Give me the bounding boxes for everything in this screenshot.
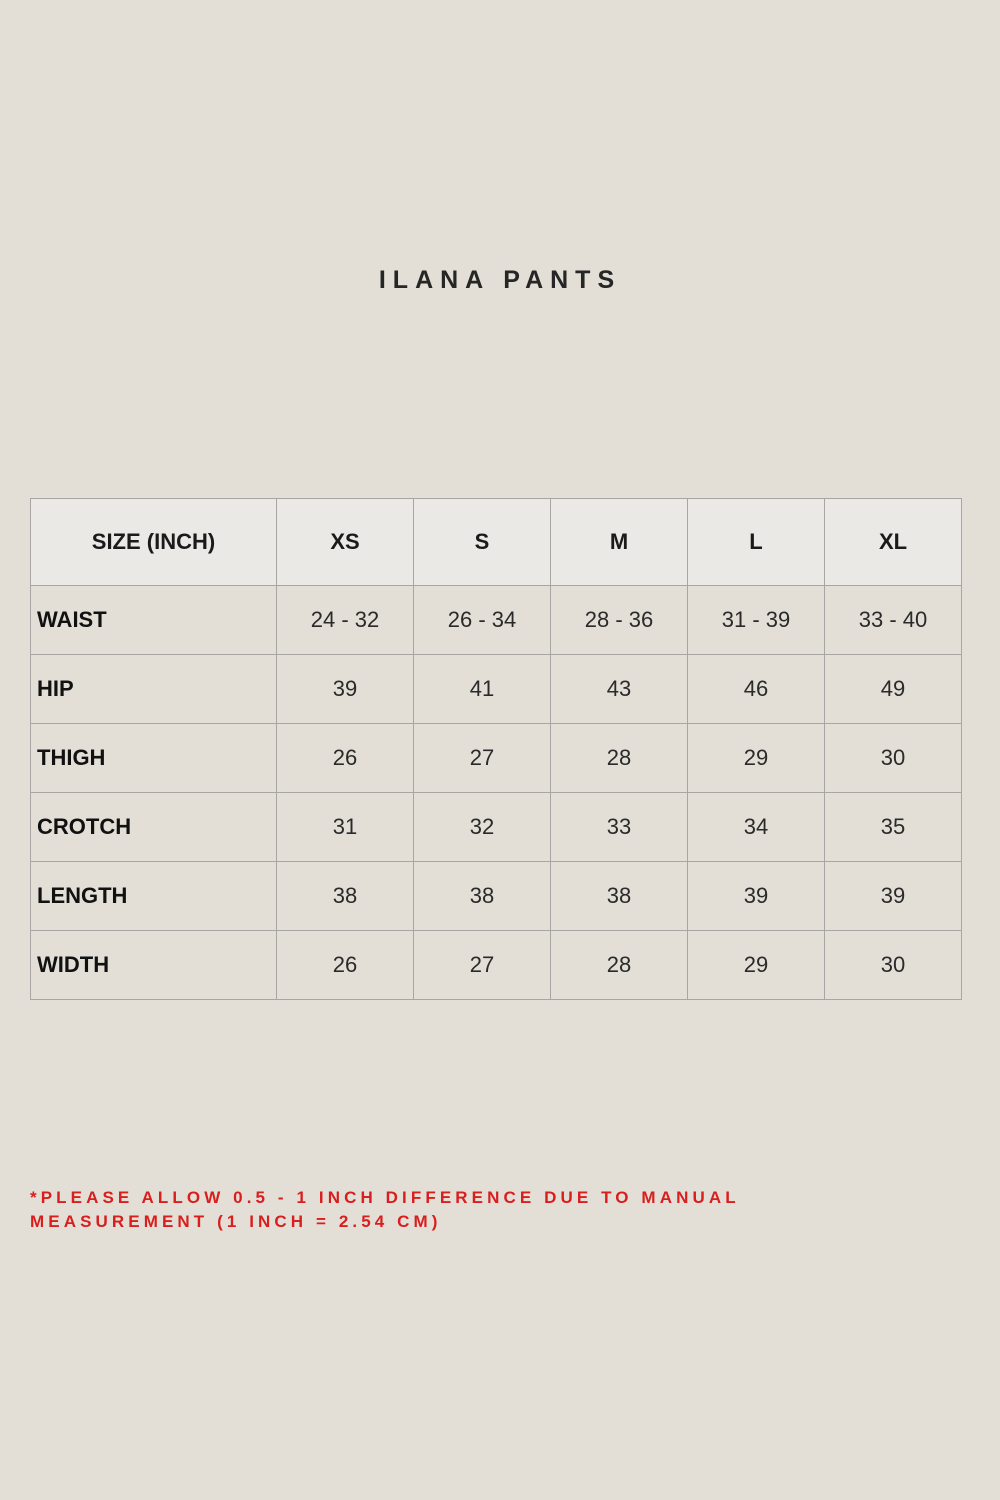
page-title: ILANA PANTS: [378, 266, 622, 294]
row-label: WAIST: [31, 586, 277, 655]
table-cell: 32: [414, 793, 551, 862]
table-cell: 38: [277, 862, 414, 931]
header-size-xs: XS: [277, 499, 414, 586]
table-cell: 28 - 36: [551, 586, 688, 655]
table-cell: 39: [277, 655, 414, 724]
table-cell: 43: [551, 655, 688, 724]
table-cell: 33: [551, 793, 688, 862]
note-line: MEASUREMENT (1 INCH = 2.54 CM): [30, 1212, 442, 1231]
table-row: [31, 862, 962, 931]
table-cell: 39: [825, 862, 962, 931]
table-row: [31, 724, 962, 793]
table-row: [31, 793, 962, 862]
table-cell: 31 - 39: [688, 586, 825, 655]
row-label: CROTCH: [31, 793, 277, 862]
table-cell: 46: [688, 655, 825, 724]
table-header-row: [31, 499, 962, 586]
header-size-label: SIZE (INCH): [31, 499, 277, 586]
table-cell: 49: [825, 655, 962, 724]
table-cell: 26 - 34: [414, 586, 551, 655]
row-label: THIGH: [31, 724, 277, 793]
size-chart-table: [30, 498, 962, 1000]
table-cell: 26: [277, 931, 414, 1000]
table-cell: 29: [688, 931, 825, 1000]
row-label: WIDTH: [31, 931, 277, 1000]
header-size-l: L: [688, 499, 825, 586]
row-label: LENGTH: [31, 862, 277, 931]
table-cell: 38: [414, 862, 551, 931]
header-size-m: M: [551, 499, 688, 586]
header-size-s: S: [414, 499, 551, 586]
table-cell: 30: [825, 724, 962, 793]
table-row: [31, 586, 962, 655]
row-label: HIP: [31, 655, 277, 724]
note-line: *PLEASE ALLOW 0.5 - 1 INCH DIFFERENCE DUE TO MANUAL: [30, 1188, 740, 1207]
table-cell: 34: [688, 793, 825, 862]
table-cell: 31: [277, 793, 414, 862]
table-row: [31, 655, 962, 724]
measurement-note: [30, 1186, 740, 1234]
table-cell: 41: [414, 655, 551, 724]
table-cell: 29: [688, 724, 825, 793]
table-cell: 28: [551, 931, 688, 1000]
table-cell: 38: [551, 862, 688, 931]
table-cell: 27: [414, 724, 551, 793]
table-cell: 30: [825, 931, 962, 1000]
header-size-xl: XL: [825, 499, 962, 586]
table-cell: 24 - 32: [277, 586, 414, 655]
table-cell: 26: [277, 724, 414, 793]
table-cell: 33 - 40: [825, 586, 962, 655]
table-cell: 35: [825, 793, 962, 862]
table-cell: 28: [551, 724, 688, 793]
table-cell: 27: [414, 931, 551, 1000]
table-row: [31, 931, 962, 1000]
table-cell: 39: [688, 862, 825, 931]
